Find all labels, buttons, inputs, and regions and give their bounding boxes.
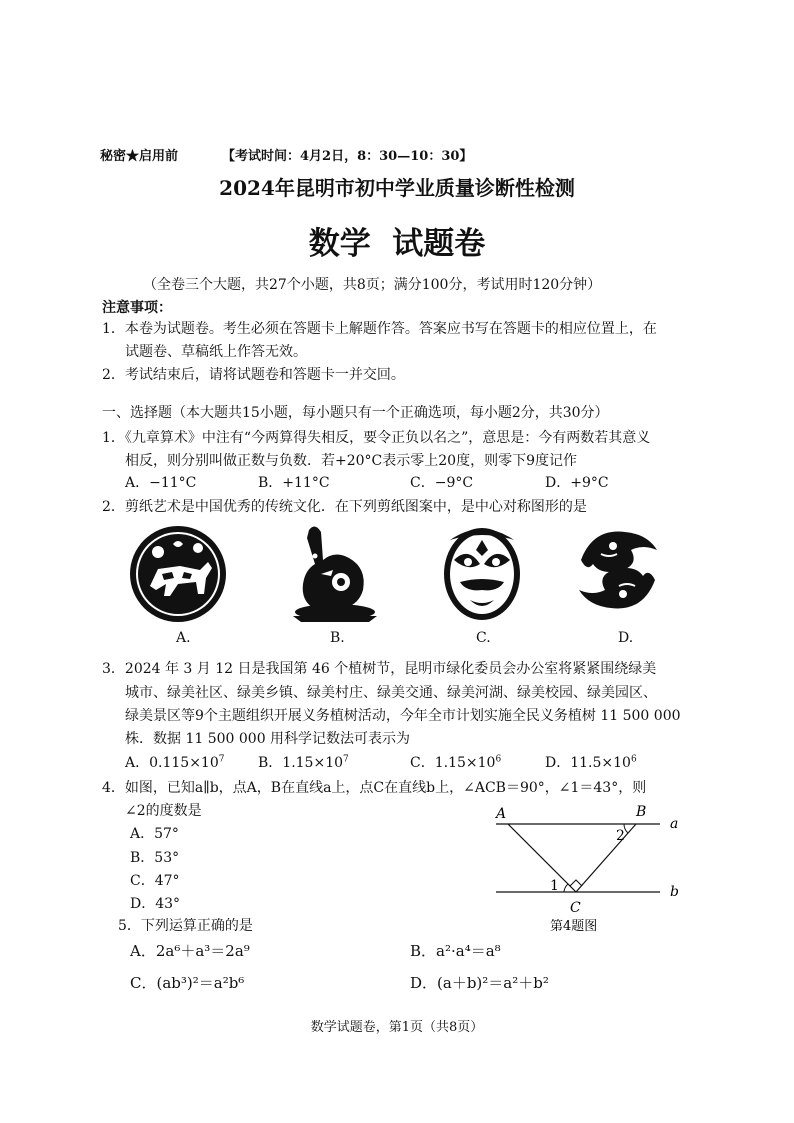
- papercut-fish-image: [573, 520, 663, 620]
- q5-option-a: A．2a⁶＋a³＝2a⁹: [130, 942, 250, 960]
- segment-bc: [576, 824, 636, 892]
- q1-option-d: D．+9°C: [545, 475, 609, 491]
- q1-stem-cont: 相反，则分别叫做正数与负数．若+20°C表示零上20度，则零下9度记作: [125, 453, 577, 469]
- exam-time: 【考试时间：4月2日，8：30—10：30】: [222, 149, 473, 164]
- angle-1-arc: [564, 884, 568, 892]
- notice-item-1-cont: 试题卷、草稿纸上作答无效。: [125, 344, 307, 360]
- q5-stem: 5．下列运算正确的是: [118, 918, 253, 934]
- right-angle-mark: [570, 880, 582, 886]
- label-point-a: A: [496, 806, 507, 822]
- q3-option-a: A．$0.115\times 10^7$: [125, 754, 225, 771]
- label-point-c: C: [570, 900, 581, 916]
- q5-option-c: C．(ab³)²＝a²b⁶: [130, 974, 245, 992]
- q1-option-c: C．−9°C: [410, 475, 474, 491]
- notice-item-1: 1．本卷为试题卷。考生必须在答题卡上解题作答。答案应书写在答题卡的相应位置上，在: [102, 321, 657, 337]
- q2-label-d: D.: [618, 630, 634, 646]
- notice-heading: 注意事项：: [102, 300, 172, 316]
- q4-option-b: B．53°: [130, 850, 180, 866]
- q4-stem: 4．如图，已知a∥b，点A，B在直线a上，点C在直线b上，∠ACB＝90°，∠1＝43°，则: [102, 780, 647, 796]
- q2-stem: 2．剪纸艺术是中国优秀的传统文化．在下列剪纸图案中，是中心对称图形的是: [102, 499, 587, 515]
- q2-label-c: C.: [476, 630, 491, 646]
- papercut-ox-image: [128, 524, 228, 624]
- label-line-b: b: [670, 884, 679, 900]
- q3-option-c: C．$1.15\times 10^6$: [410, 754, 502, 771]
- exam-title: 2024年昆明市初中学业质量诊断性检测: [219, 176, 575, 200]
- exam-subtitle: 数学 试题卷: [308, 226, 486, 262]
- q1-option-b: B．+11°C: [258, 475, 330, 491]
- label-line-a: a: [670, 816, 679, 832]
- q5-option-b: B．a²·a⁴＝a⁸: [410, 942, 501, 960]
- q5-option-d: D．(a＋b)²＝a²＋b²: [410, 974, 549, 992]
- exam-info: （全卷三个大题，共27个小题，共8页；满分100分，考试用时120分钟）: [143, 277, 602, 293]
- secret-label: 秘密★启用前: [100, 149, 179, 164]
- label-angle-1: 1: [550, 878, 559, 894]
- q4-stem-cont: ∠2的度数是: [125, 803, 202, 819]
- q3-stem-line4: 株．数据 11 500 000 用科学记数法可表示为: [125, 731, 411, 747]
- notice-item-2: 2．考试结束后，请将试题卷和答题卡一并交回。: [102, 367, 405, 383]
- section-heading: 一、选择题（本大题共15小题，每小题只有一个正确选项，每小题2分，共30分）: [102, 405, 609, 421]
- label-angle-2: 2: [616, 828, 625, 844]
- q4-option-c: C．47°: [130, 873, 180, 889]
- q1-option-a: A．−11°C: [125, 475, 197, 491]
- q3-stem: 3．2024 年 3 月 12 日是我国第 46 个植树节，昆明市绿化委员会办公室将紧紧围绕绿美: [102, 661, 657, 677]
- q2-label-b: B.: [330, 630, 345, 646]
- q2-label-a: A.: [176, 630, 191, 646]
- q3-option-b: B．$1.15\times 10^7$: [258, 754, 349, 771]
- q4-geometry-figure: [488, 800, 688, 940]
- q1-stem: 1．《九章算术》中注有“今两算得失相反，要令正负以名之”，意思是：今有两数若其意义: [102, 430, 651, 446]
- papercut-opera-mask-image: [440, 520, 524, 624]
- page-footer: 数学试题卷，第1页（共8页）: [310, 1020, 484, 1035]
- segment-ac: [508, 824, 576, 892]
- label-point-b: B: [636, 804, 647, 820]
- q3-option-d: D．$11.5\times 10^6$: [545, 754, 637, 771]
- q4-option-d: D．43°: [130, 896, 181, 912]
- q3-stem-line2: 城市、绿美社区、绿美乡镇、绿美村庄、绿美交通、绿美河湖、绿美校园、绿美园区、: [125, 685, 657, 701]
- q3-stem-line3: 绿美景区等9个主题组织开展义务植树活动，今年全市计划实施全民义务植树 11 500 000: [125, 708, 681, 724]
- papercut-rabbit-image: [285, 520, 385, 624]
- figure-caption: 第4题图: [550, 919, 598, 934]
- q4-option-a: A．57°: [130, 826, 179, 842]
